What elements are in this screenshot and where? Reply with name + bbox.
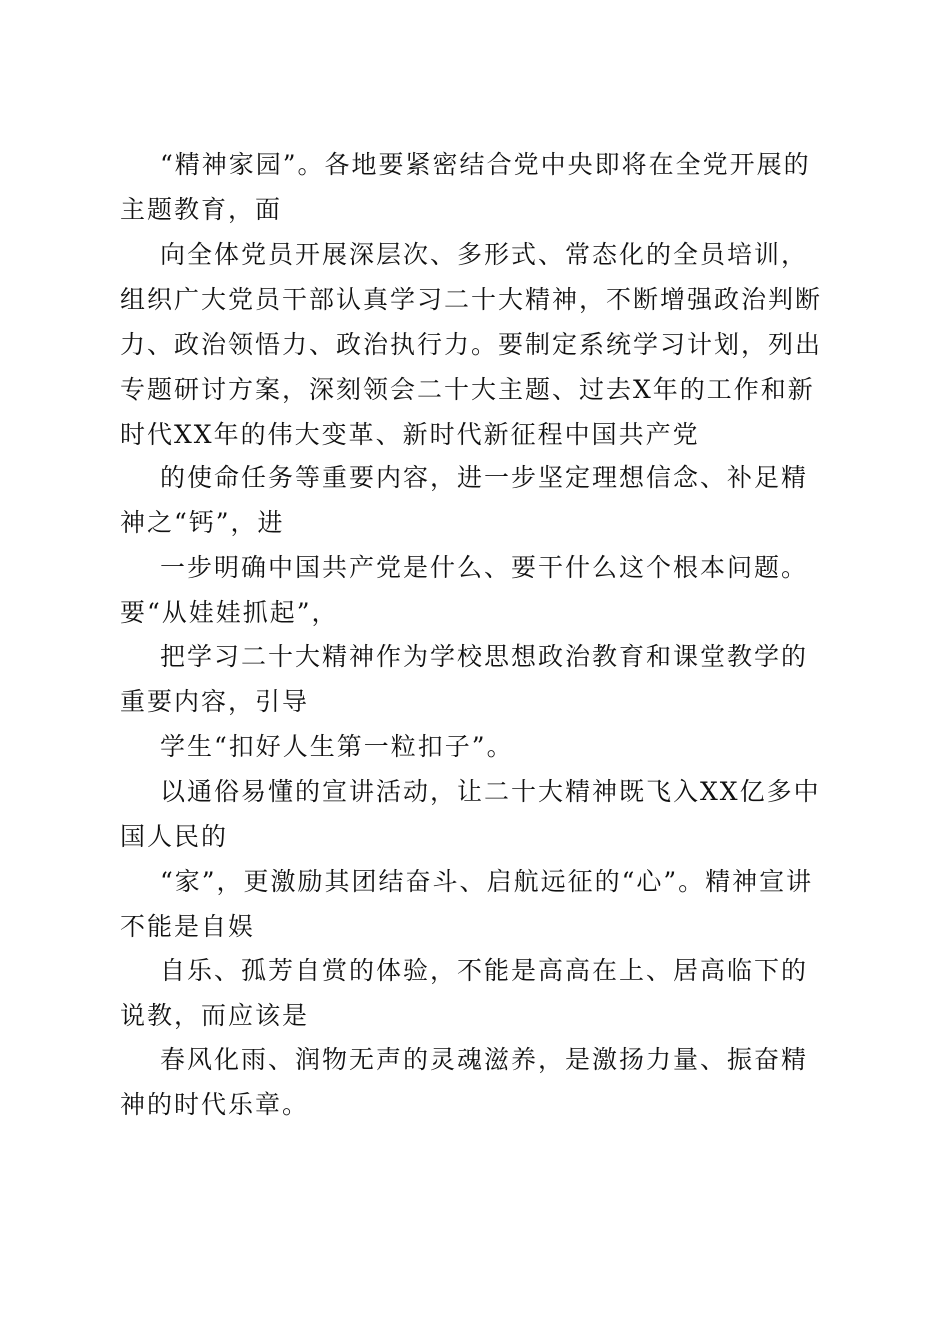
- paragraph-6: 学生“扣好人生第一粒扣子”。: [160, 732, 514, 761]
- paragraph-4: 一步明确中国共产党是什么、要干什么这个根本问题。要“从娃娃抓起”，: [120, 553, 809, 627]
- paragraph-10: 春风化雨、润物无声的灵魂滋养，是激扬力量、振奋精神的时代乐章。: [120, 1045, 809, 1119]
- paragraph-8: “家”，更激励其团结奋斗、启航远征的“心”。精神宣讲不能是自娱: [120, 867, 814, 941]
- paragraph-2: 向全体党员开展深层次、多形式、常态化的全员培训，组织广大党员干部认真学习二十大精神，不断增强政治判断力、政治领悟力、政治执行力。要制定系统学习计划，列出专题研讨方案，深刻领会二十大主题、过去X年的工作和新时代XX年的伟大变革、新时代新征程中国共产党: [120, 240, 823, 449]
- paragraph-7: 以通俗易懂的宣讲活动，让二十大精神既飞入XX亿多中国人民的: [120, 777, 821, 851]
- paragraph-3: 的使命任务等重要内容，进一步坚定理想信念、补足精神之“钙”，进: [120, 463, 809, 537]
- paragraph-9: 自乐、孤芳自赏的体验，不能是高高在上、居高临下的说教，而应该是: [120, 956, 809, 1030]
- paragraph-1: “精神家园”。各地要紧密结合党中央即将在全党开展的主题教育，面: [120, 150, 811, 224]
- paragraph-5: 把学习二十大精神作为学校思想政治教育和课堂教学的重要内容，引导: [120, 642, 809, 716]
